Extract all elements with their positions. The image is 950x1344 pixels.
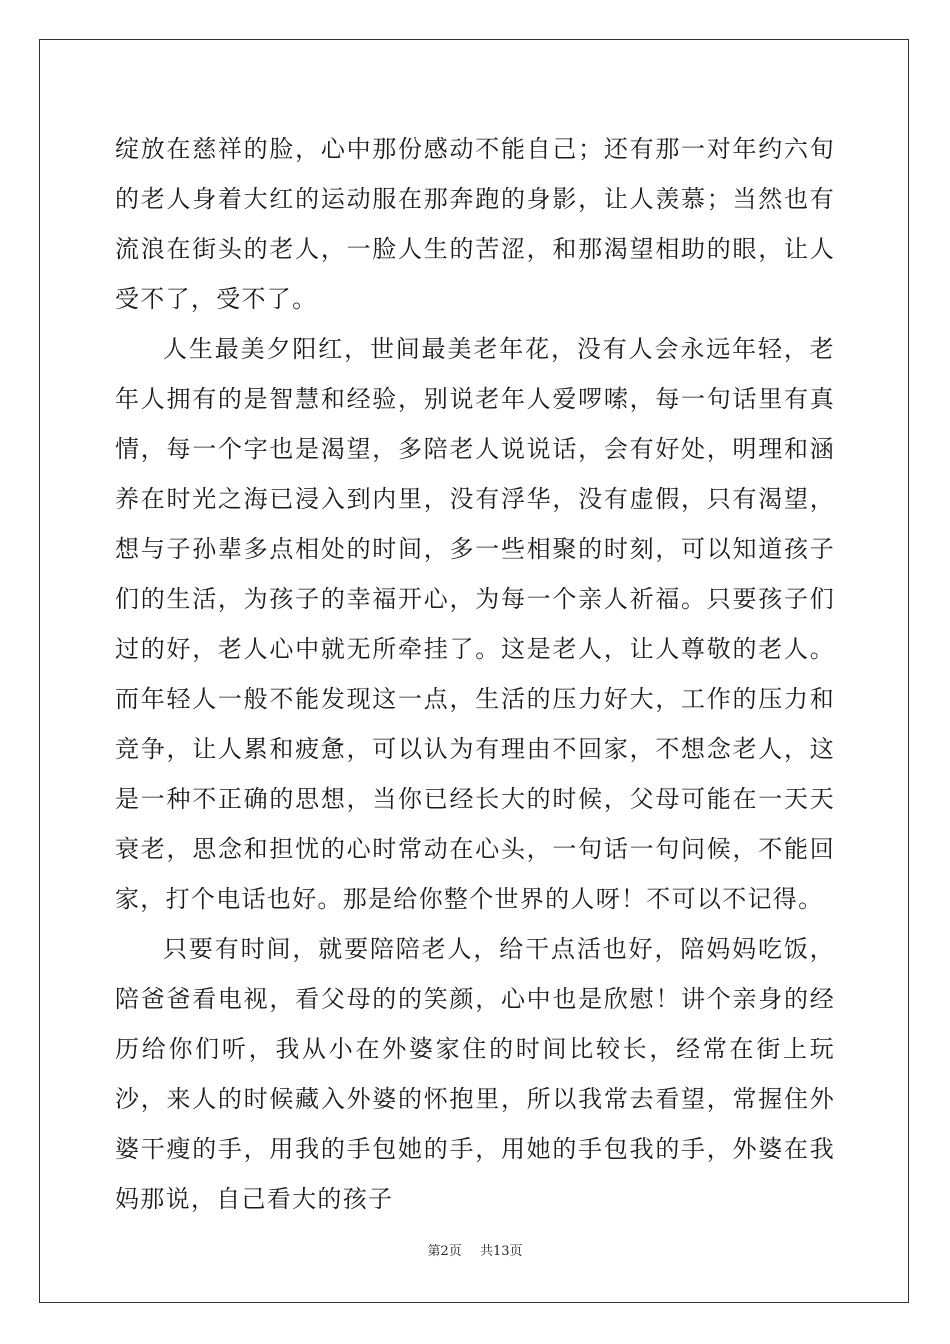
page-footer xyxy=(0,1240,950,1259)
paragraph-1: 绽放在慈祥的脸，心中那份感动不能自己；还有那一对年约六旬的老人身着大红的运动服在那奔跑的身影，让人羡慕；当然也有流浪在街头的老人，一脸人生的苦涩，和那渴望相助的眼，让人受不了，受不了。 xyxy=(115,135,835,313)
page-number: 第2页 xyxy=(427,1244,462,1259)
paragraph-2: 人生最美夕阳红，世间最美老年花，没有人会永远年轻，老年人拥有的是智慧和经验，别说老年人爱啰嗦，每一句话里有真情，每一个字也是渴望，多陪老人说说话，会有好处，明理和涵养在时光之海已浸入到内里，没有浮华，没有虚假，只有渴望，想与子孙辈多点相处的时间，多一些相聚的时刻，可以知道孩子们的生活，为孩子的幸福开心，为每一个亲人祈福。只要孩子们过的好，老人心中就无所牵挂了。这是老人，让人尊敬的老人。而年轻人一般不能发现这一点，生活的压力好大，工作的压力和竞争，让人累和疲惫，可以认为有理由不回家，不想念老人，这是一种不正确的思想，当你已经长大的时候，父母可能在一天天衰老，思念和担忧的心时常动在心头，一句话一句问候，不能回家，打个电话也好。那是给你整个世界的人呀！不可以不记得。 xyxy=(115,335,835,913)
page-total: 共13页 xyxy=(479,1244,523,1259)
paragraph-3: 只要有时间，就要陪陪老人，给干点活也好，陪妈妈吃饭，陪爸爸看电视，看父母的的笑颜，心中也是欣慰！讲个亲身的经历给你们听，我从小在外婆家住的时间比较长，经常在街上玩沙，来人的时候藏入外婆的怀抱里，所以我常去看望，常握住外婆干瘦的手，用我的手包她的手，用她的手包我的手，外婆在我妈那说，自己看大的孩子 xyxy=(115,935,835,1213)
document-body xyxy=(115,124,835,1224)
